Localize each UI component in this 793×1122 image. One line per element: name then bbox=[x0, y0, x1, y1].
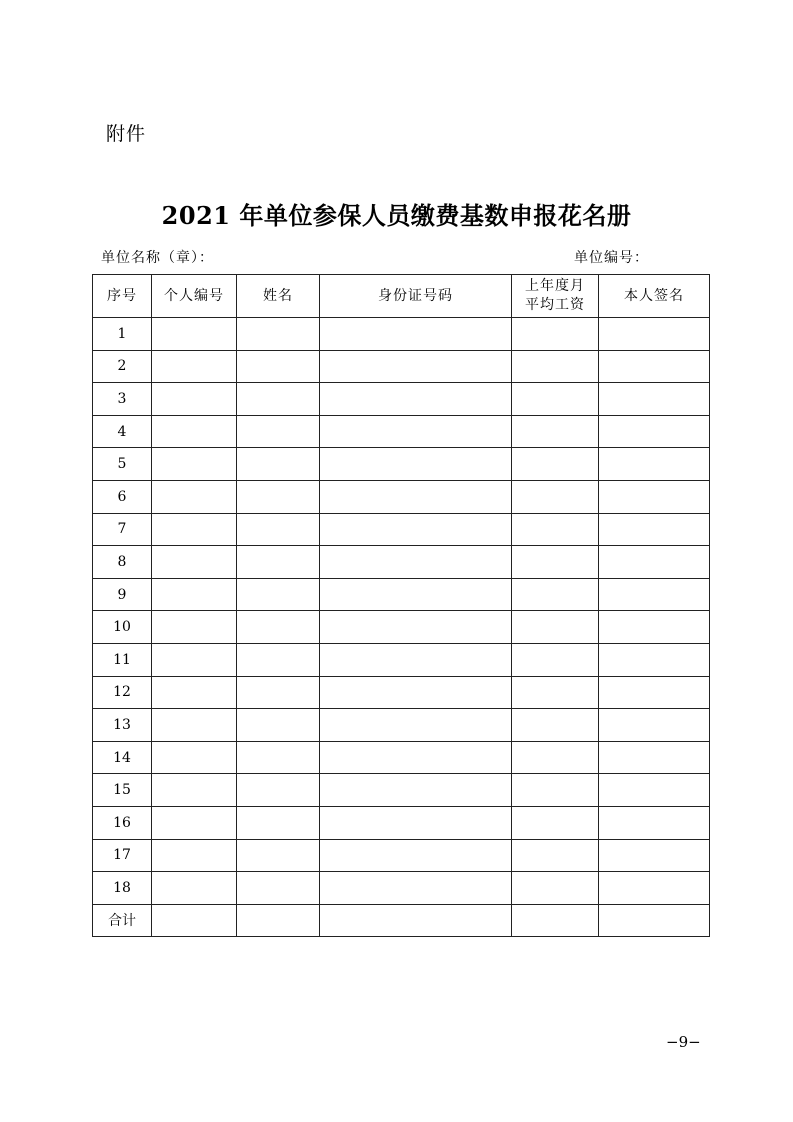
cell-seq: 10 bbox=[93, 611, 152, 644]
cell-seq: 5 bbox=[93, 448, 152, 481]
cell-salary[interactable] bbox=[512, 611, 599, 644]
cell-id-number[interactable] bbox=[320, 904, 512, 937]
cell-signature[interactable] bbox=[599, 872, 710, 905]
cell-salary[interactable] bbox=[512, 741, 599, 774]
cell-signature[interactable] bbox=[599, 611, 710, 644]
cell-personal-id[interactable] bbox=[152, 741, 237, 774]
table-row bbox=[93, 546, 710, 579]
cell-id-number[interactable] bbox=[320, 480, 512, 513]
cell-salary[interactable] bbox=[512, 839, 599, 872]
cell-signature[interactable] bbox=[599, 709, 710, 742]
unit-code-label: 单位编号： bbox=[574, 250, 649, 266]
cell-id-number[interactable] bbox=[320, 318, 512, 351]
cell-personal-id[interactable] bbox=[152, 839, 237, 872]
cell-id-number[interactable] bbox=[320, 578, 512, 611]
cell-name[interactable] bbox=[237, 676, 320, 709]
table-row bbox=[93, 383, 710, 416]
table-row bbox=[93, 448, 710, 481]
header-salary bbox=[512, 275, 599, 318]
cell-id-number[interactable] bbox=[320, 872, 512, 905]
cell-seq: 4 bbox=[93, 415, 152, 448]
cell-id-number[interactable] bbox=[320, 643, 512, 676]
cell-id-number[interactable] bbox=[320, 513, 512, 546]
cell-signature[interactable] bbox=[599, 480, 710, 513]
attachment-label: 附件 bbox=[106, 123, 147, 145]
header-name: 姓名 bbox=[237, 275, 320, 318]
cell-seq: 17 bbox=[93, 839, 152, 872]
cell-personal-id[interactable] bbox=[152, 774, 237, 807]
roster-table bbox=[92, 274, 710, 937]
cell-personal-id[interactable] bbox=[152, 383, 237, 416]
table-row bbox=[93, 643, 710, 676]
cell-salary[interactable] bbox=[512, 480, 599, 513]
cell-id-number[interactable] bbox=[320, 741, 512, 774]
cell-id-number[interactable] bbox=[320, 676, 512, 709]
cell-personal-id[interactable] bbox=[152, 872, 237, 905]
cell-seq: 18 bbox=[93, 872, 152, 905]
cell-seq: 3 bbox=[93, 383, 152, 416]
cell-salary[interactable] bbox=[512, 872, 599, 905]
table-row bbox=[93, 350, 710, 383]
cell-salary[interactable] bbox=[512, 546, 599, 579]
cell-signature[interactable] bbox=[599, 839, 710, 872]
cell-seq: 7 bbox=[93, 513, 152, 546]
cell-name[interactable] bbox=[237, 350, 320, 383]
cell-personal-id[interactable] bbox=[152, 415, 237, 448]
cell-name[interactable] bbox=[237, 872, 320, 905]
cell-seq: 2 bbox=[93, 350, 152, 383]
cell-personal-id[interactable] bbox=[152, 480, 237, 513]
cell-seq: 1 bbox=[93, 318, 152, 351]
cell-personal-id[interactable] bbox=[152, 350, 237, 383]
table-row bbox=[93, 904, 710, 937]
cell-personal-id[interactable] bbox=[152, 904, 237, 937]
cell-signature[interactable] bbox=[599, 513, 710, 546]
cell-name[interactable] bbox=[237, 513, 320, 546]
cell-name[interactable] bbox=[237, 578, 320, 611]
table-row bbox=[93, 611, 710, 644]
cell-signature[interactable] bbox=[599, 318, 710, 351]
cell-signature[interactable] bbox=[599, 578, 710, 611]
header-salary-line2: 平均工资 bbox=[525, 297, 585, 313]
cell-signature[interactable] bbox=[599, 774, 710, 807]
cell-id-number[interactable] bbox=[320, 415, 512, 448]
header-id-number: 身份证号码 bbox=[320, 275, 512, 318]
cell-signature[interactable] bbox=[599, 741, 710, 774]
cell-seq: 15 bbox=[93, 774, 152, 807]
cell-signature[interactable] bbox=[599, 806, 710, 839]
cell-seq: 14 bbox=[93, 741, 152, 774]
cell-name[interactable] bbox=[237, 806, 320, 839]
cell-salary[interactable] bbox=[512, 383, 599, 416]
cell-salary[interactable] bbox=[512, 904, 599, 937]
cell-id-number[interactable] bbox=[320, 448, 512, 481]
table-row bbox=[93, 774, 710, 807]
page-number: −9− bbox=[666, 1033, 701, 1051]
cell-signature[interactable] bbox=[599, 415, 710, 448]
cell-id-number[interactable] bbox=[320, 546, 512, 579]
header-personal-id: 个人编号 bbox=[152, 275, 237, 318]
cell-id-number[interactable] bbox=[320, 383, 512, 416]
cell-salary[interactable] bbox=[512, 415, 599, 448]
cell-name[interactable] bbox=[237, 709, 320, 742]
cell-name[interactable] bbox=[237, 383, 320, 416]
cell-id-number[interactable] bbox=[320, 709, 512, 742]
cell-name[interactable] bbox=[237, 643, 320, 676]
header-signature: 本人签名 bbox=[599, 275, 710, 318]
cell-signature[interactable] bbox=[599, 546, 710, 579]
cell-name[interactable] bbox=[237, 318, 320, 351]
table-row bbox=[93, 839, 710, 872]
cell-personal-id[interactable] bbox=[152, 643, 237, 676]
table-row bbox=[93, 415, 710, 448]
table-row bbox=[93, 676, 710, 709]
cell-personal-id[interactable] bbox=[152, 448, 237, 481]
cell-name[interactable] bbox=[237, 448, 320, 481]
cell-name[interactable] bbox=[237, 741, 320, 774]
cell-name[interactable] bbox=[237, 480, 320, 513]
cell-salary[interactable] bbox=[512, 676, 599, 709]
cell-salary[interactable] bbox=[512, 774, 599, 807]
cell-name[interactable] bbox=[237, 904, 320, 937]
cell-seq: 9 bbox=[93, 578, 152, 611]
table-row bbox=[93, 578, 710, 611]
cell-seq: 12 bbox=[93, 676, 152, 709]
cell-seq: 6 bbox=[93, 480, 152, 513]
cell-signature[interactable] bbox=[599, 676, 710, 709]
cell-seq: 13 bbox=[93, 709, 152, 742]
cell-signature[interactable] bbox=[599, 448, 710, 481]
cell-salary[interactable] bbox=[512, 643, 599, 676]
unit-name-label: 单位名称（章）： bbox=[101, 250, 214, 266]
cell-salary[interactable] bbox=[512, 806, 599, 839]
cell-personal-id[interactable] bbox=[152, 806, 237, 839]
cell-salary[interactable] bbox=[512, 448, 599, 481]
table-row bbox=[93, 709, 710, 742]
cell-personal-id[interactable] bbox=[152, 578, 237, 611]
cell-name[interactable] bbox=[237, 546, 320, 579]
cell-personal-id[interactable] bbox=[152, 513, 237, 546]
table-row bbox=[93, 872, 710, 905]
cell-personal-id[interactable] bbox=[152, 611, 237, 644]
cell-salary[interactable] bbox=[512, 709, 599, 742]
cell-name[interactable] bbox=[237, 611, 320, 644]
cell-id-number[interactable] bbox=[320, 806, 512, 839]
header-salary-line1: 上年度月 bbox=[525, 278, 585, 294]
cell-salary[interactable] bbox=[512, 318, 599, 351]
cell-id-number[interactable] bbox=[320, 350, 512, 383]
cell-name[interactable] bbox=[237, 774, 320, 807]
table-header-row bbox=[93, 275, 710, 318]
table-row bbox=[93, 480, 710, 513]
cell-name[interactable] bbox=[237, 839, 320, 872]
cell-personal-id[interactable] bbox=[152, 676, 237, 709]
table-row bbox=[93, 806, 710, 839]
cell-salary[interactable] bbox=[512, 578, 599, 611]
cell-seq: 合计 bbox=[93, 904, 152, 937]
cell-id-number[interactable] bbox=[320, 774, 512, 807]
cell-name[interactable] bbox=[237, 415, 320, 448]
cell-seq: 11 bbox=[93, 643, 152, 676]
cell-id-number[interactable] bbox=[320, 611, 512, 644]
cell-signature[interactable] bbox=[599, 383, 710, 416]
table-row bbox=[93, 741, 710, 774]
cell-salary[interactable] bbox=[512, 350, 599, 383]
cell-signature[interactable] bbox=[599, 350, 710, 383]
header-seq: 序号 bbox=[93, 275, 152, 318]
cell-seq: 16 bbox=[93, 806, 152, 839]
cell-id-number[interactable] bbox=[320, 839, 512, 872]
cell-signature[interactable] bbox=[599, 643, 710, 676]
page-title: 2021 年单位参保人员缴费基数申报花名册 bbox=[161, 201, 632, 230]
cell-personal-id[interactable] bbox=[152, 546, 237, 579]
cell-personal-id[interactable] bbox=[152, 318, 237, 351]
cell-salary[interactable] bbox=[512, 513, 599, 546]
cell-personal-id[interactable] bbox=[152, 709, 237, 742]
cell-seq: 8 bbox=[93, 546, 152, 579]
cell-signature[interactable] bbox=[599, 904, 710, 937]
table-row bbox=[93, 513, 710, 546]
table-row bbox=[93, 318, 710, 351]
